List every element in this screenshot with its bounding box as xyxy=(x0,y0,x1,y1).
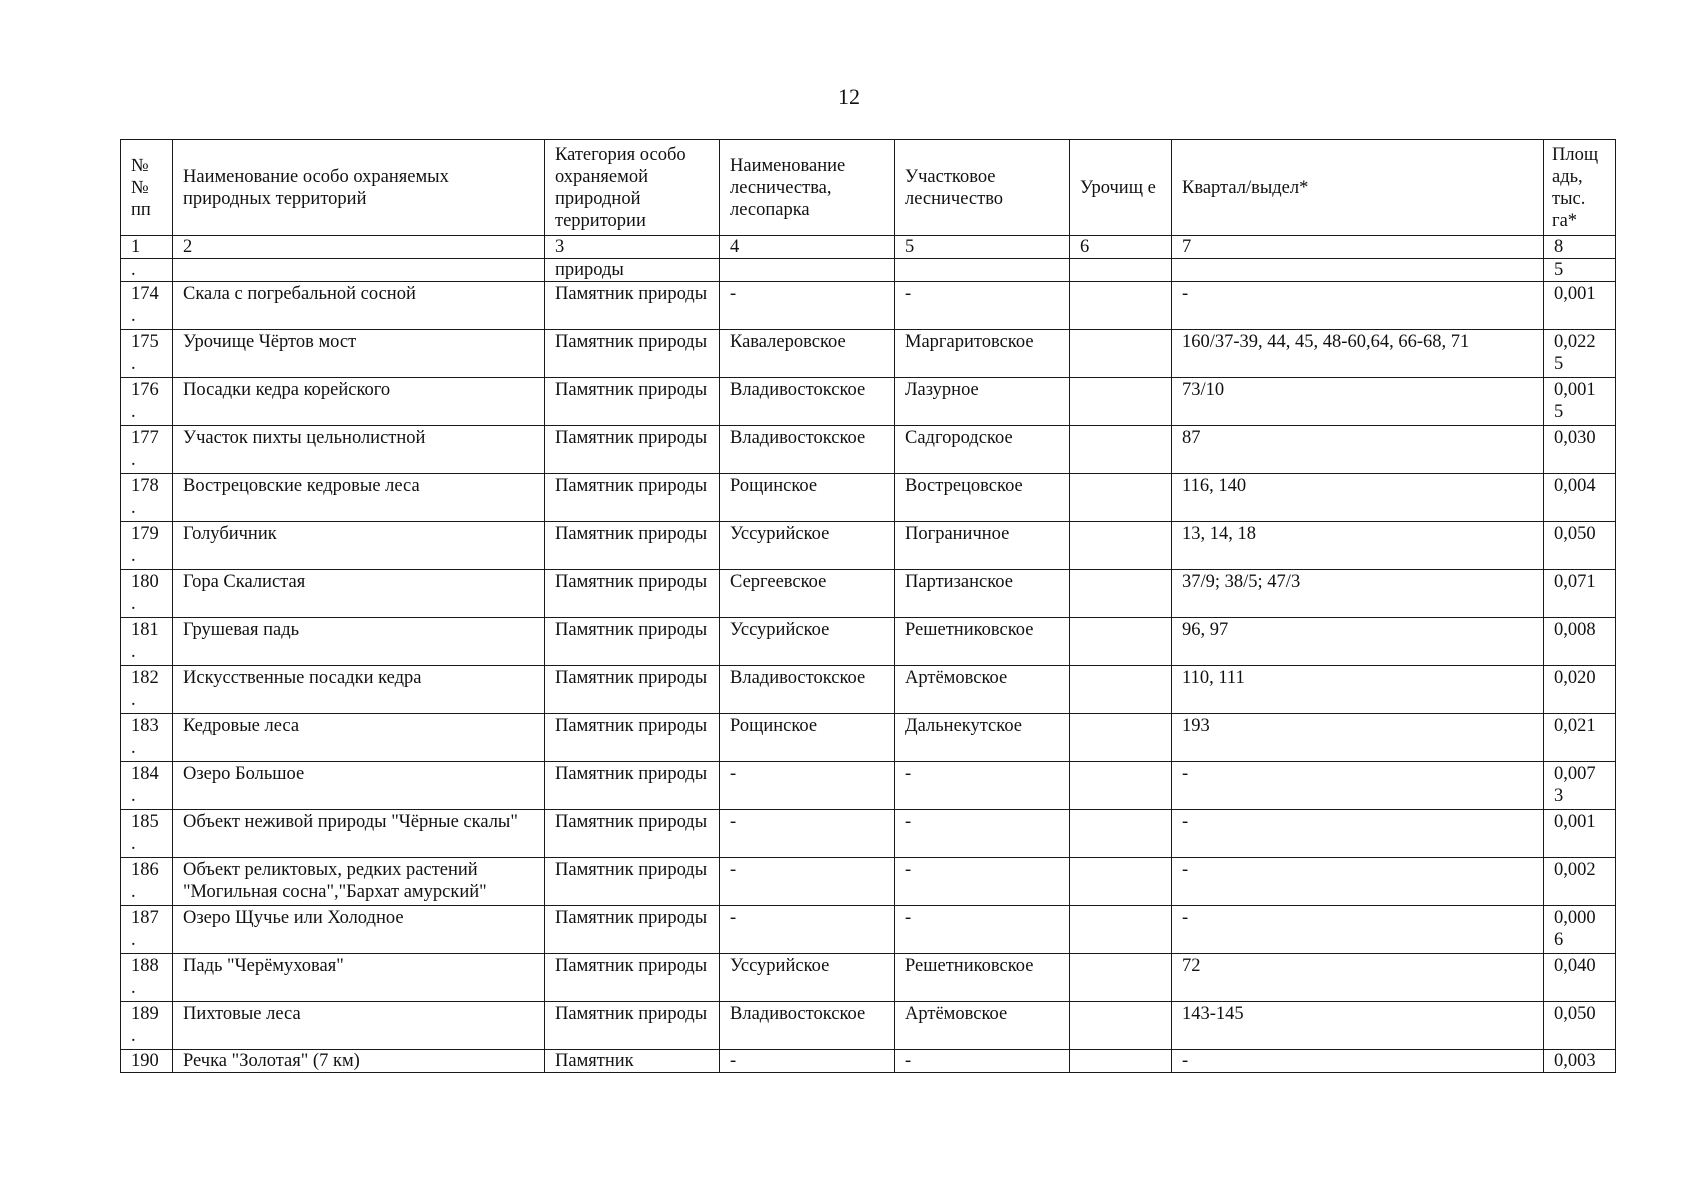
cell-district: Решетниковское xyxy=(895,618,1070,666)
cell-category: Памятник природы xyxy=(545,1002,720,1050)
row-number-dot: . xyxy=(131,1026,136,1046)
cell-tract xyxy=(1070,259,1172,282)
cell-area: 0,040 xyxy=(1544,954,1616,1002)
cell-quarter: 110, 111 xyxy=(1172,666,1544,714)
cell-forestry xyxy=(720,259,895,282)
cell-num: 176 . xyxy=(121,378,173,426)
row-number-dot: . xyxy=(131,642,136,662)
column-index: 7 xyxy=(1172,236,1544,259)
cell-district xyxy=(895,259,1070,282)
column-index: 3 xyxy=(545,236,720,259)
cell-num: 187 . xyxy=(121,906,173,954)
row-number-dot: . xyxy=(131,498,136,518)
cell-area: 0,001 5 xyxy=(1544,378,1616,426)
cell-name: Участок пихты цельнолистной xyxy=(173,426,545,474)
header-quarter: Квартал/выдел* xyxy=(1172,140,1544,236)
cell-category: Памятник природы xyxy=(545,954,720,1002)
column-index: 2 xyxy=(173,236,545,259)
cell-name: Грушевая падь xyxy=(173,618,545,666)
cell-category: Памятник природы xyxy=(545,378,720,426)
cell-forestry: Рощинское xyxy=(720,714,895,762)
page-number: 12 xyxy=(838,84,860,109)
table-row xyxy=(121,954,1616,1002)
cell-quarter: 72 xyxy=(1172,954,1544,1002)
column-index: 4 xyxy=(720,236,895,259)
row-number-dot: . xyxy=(131,738,136,758)
table-row xyxy=(121,1050,1616,1073)
cell-district: Пограничное xyxy=(895,522,1070,570)
cell-num: 181 . xyxy=(121,618,173,666)
row-number-dot: . xyxy=(131,930,136,950)
table-row xyxy=(121,282,1616,330)
table-row xyxy=(121,858,1616,906)
cell-forestry: Владивостокское xyxy=(720,1002,895,1050)
cell-num: 189 . xyxy=(121,1002,173,1050)
cell-quarter: 37/9; 38/5; 47/3 xyxy=(1172,570,1544,618)
cell-name: Голубичник xyxy=(173,522,545,570)
cell-name: Объект реликтовых, редких растений "Могильная сосна","Бархат амурский" xyxy=(173,858,545,906)
cell-tract xyxy=(1070,474,1172,522)
cell-forestry: - xyxy=(720,810,895,858)
cell-area: 0,020 xyxy=(1544,666,1616,714)
cell-area: 0,030 xyxy=(1544,426,1616,474)
row-number-dot: . xyxy=(131,546,136,566)
cell-num: 183 . xyxy=(121,714,173,762)
cell-num: 177 . xyxy=(121,426,173,474)
table-row xyxy=(121,330,1616,378)
cell-quarter: - xyxy=(1172,858,1544,906)
cell-forestry: Владивостокское xyxy=(720,426,895,474)
cell-district: - xyxy=(895,906,1070,954)
cell-district: Решетниковское xyxy=(895,954,1070,1002)
table-row xyxy=(121,378,1616,426)
cell-quarter: 143-145 xyxy=(1172,1002,1544,1050)
cell-name: Кедровые леса xyxy=(173,714,545,762)
cell-name: Пихтовые леса xyxy=(173,1002,545,1050)
cell-category: Памятник природы xyxy=(545,426,720,474)
cell-district: - xyxy=(895,1050,1070,1073)
cell-num: 188 . xyxy=(121,954,173,1002)
cell-category: Памятник природы xyxy=(545,330,720,378)
cell-tract xyxy=(1070,1002,1172,1050)
cell-category: Памятник природы xyxy=(545,570,720,618)
cell-tract xyxy=(1070,522,1172,570)
row-number-dot: . xyxy=(131,834,136,854)
cell-tract xyxy=(1070,954,1172,1002)
header-category: Категория особо охраняемой природной территории xyxy=(545,140,720,236)
cell-forestry: Уссурийское xyxy=(720,522,895,570)
column-index: 6 xyxy=(1070,236,1172,259)
cell-tract xyxy=(1070,330,1172,378)
cell-forestry: Владивостокское xyxy=(720,666,895,714)
cell-district: Вострецовское xyxy=(895,474,1070,522)
cell-quarter: - xyxy=(1172,906,1544,954)
header-district: Участковое лесничество xyxy=(895,140,1070,236)
table-row xyxy=(121,474,1616,522)
cell-name: Искусственные посадки кедра xyxy=(173,666,545,714)
row-number-dot: . xyxy=(131,402,136,422)
table-row xyxy=(121,1002,1616,1050)
cell-category: Памятник природы xyxy=(545,762,720,810)
cell-area: 0,003 xyxy=(1544,1050,1616,1073)
cell-area: 0,000 6 xyxy=(1544,906,1616,954)
cell-num: 185 . xyxy=(121,810,173,858)
cell-category: Памятник природы xyxy=(545,858,720,906)
cell-tract xyxy=(1070,906,1172,954)
cell-quarter: 87 xyxy=(1172,426,1544,474)
cell-name: Объект неживой природы "Чёрные скалы" xyxy=(173,810,545,858)
cell-forestry: Владивостокское xyxy=(720,378,895,426)
table-row xyxy=(121,714,1616,762)
cell-num: 186 . xyxy=(121,858,173,906)
cell-num: 174 . xyxy=(121,282,173,330)
cell-district: Артёмовское xyxy=(895,666,1070,714)
cell-num: 175 . xyxy=(121,330,173,378)
cell-district: Маргаритовское xyxy=(895,330,1070,378)
cell-quarter: - xyxy=(1172,1050,1544,1073)
header-row xyxy=(121,140,1616,236)
cell-tract xyxy=(1070,762,1172,810)
cell-area: 0,071 xyxy=(1544,570,1616,618)
cell-tract xyxy=(1070,378,1172,426)
cell-quarter: - xyxy=(1172,810,1544,858)
cell-num: 180 . xyxy=(121,570,173,618)
cell-forestry: - xyxy=(720,282,895,330)
cell-area: 0,022 5 xyxy=(1544,330,1616,378)
row-number-dot: . xyxy=(131,786,136,806)
cell-tract xyxy=(1070,858,1172,906)
cell-name: Посадки кедра корейского xyxy=(173,378,545,426)
row-number-dot: . xyxy=(131,450,136,470)
cell-area: 0,008 xyxy=(1544,618,1616,666)
cell-category: Памятник природы xyxy=(545,618,720,666)
cell-tract xyxy=(1070,426,1172,474)
cell-area: 0,002 xyxy=(1544,858,1616,906)
row-number-dot: . xyxy=(131,978,136,998)
cell-quarter: 116, 140 xyxy=(1172,474,1544,522)
cell-category: Памятник природы xyxy=(545,282,720,330)
cell-district: - xyxy=(895,810,1070,858)
cell-name: Речка "Золотая" (7 км) xyxy=(173,1050,545,1073)
cell-district: - xyxy=(895,858,1070,906)
cell-name: Гора Скалистая xyxy=(173,570,545,618)
cell-num: 178 . xyxy=(121,474,173,522)
cell-quarter: - xyxy=(1172,762,1544,810)
cell-area: 0,001 xyxy=(1544,282,1616,330)
cell-forestry: Сергеевское xyxy=(720,570,895,618)
cell-forestry: Уссурийское xyxy=(720,618,895,666)
table-row xyxy=(121,570,1616,618)
table-row xyxy=(121,666,1616,714)
row-number-dot: . xyxy=(131,594,136,614)
cell-tract xyxy=(1070,570,1172,618)
cell-forestry: Уссурийское xyxy=(720,954,895,1002)
cell-name: Падь "Черёмуховая" xyxy=(173,954,545,1002)
header-forestry: Наименование лесничества, лесопарка xyxy=(720,140,895,236)
cell-category: Памятник природы xyxy=(545,666,720,714)
cell-forestry: - xyxy=(720,906,895,954)
header-name: Наименование особо охраняемых природных территорий xyxy=(173,140,545,236)
cell-category: Памятник природы xyxy=(545,714,720,762)
cell-area: 0,021 xyxy=(1544,714,1616,762)
cell-district: - xyxy=(895,762,1070,810)
cell-quarter: 193 xyxy=(1172,714,1544,762)
cell-district: - xyxy=(895,282,1070,330)
cell-name: Озеро Большое xyxy=(173,762,545,810)
cell-tract xyxy=(1070,810,1172,858)
table-row xyxy=(121,810,1616,858)
cell-name: Озеро Щучье или Холодное xyxy=(173,906,545,954)
header-tract: Урочищ е xyxy=(1070,140,1172,236)
cell-area: 0,004 xyxy=(1544,474,1616,522)
cell-name: Вострецовские кедровые леса xyxy=(173,474,545,522)
cell-district: Лазурное xyxy=(895,378,1070,426)
header-num: № № пп xyxy=(121,140,173,236)
header-area: Площ адь, тыс. га* xyxy=(1544,140,1616,236)
cell-name: Урочище Чёртов мост xyxy=(173,330,545,378)
cell-category: Памятник природы xyxy=(545,810,720,858)
cell-quarter: 73/10 xyxy=(1172,378,1544,426)
cell-quarter: 160/37-39, 44, 45, 48-60,64, 66-68, 71 xyxy=(1172,330,1544,378)
row-number-dot: . xyxy=(131,690,136,710)
cell-tract xyxy=(1070,282,1172,330)
cell-district: Садгородское xyxy=(895,426,1070,474)
cell-district: Артёмовское xyxy=(895,1002,1070,1050)
cell-quarter: - xyxy=(1172,282,1544,330)
cell-tract xyxy=(1070,1050,1172,1073)
cell-category: Памятник xyxy=(545,1050,720,1073)
protected-areas-table xyxy=(120,139,1616,1073)
table-row xyxy=(121,618,1616,666)
cell-quarter: 96, 97 xyxy=(1172,618,1544,666)
cell-category: Памятник природы xyxy=(545,522,720,570)
table-row xyxy=(121,906,1616,954)
cell-tract xyxy=(1070,714,1172,762)
cell-num: . xyxy=(121,259,173,282)
cell-num: 184 . xyxy=(121,762,173,810)
cell-district: Партизанское xyxy=(895,570,1070,618)
column-index: 5 xyxy=(895,236,1070,259)
cell-forestry: - xyxy=(720,1050,895,1073)
cell-name xyxy=(173,259,545,282)
continuation-row xyxy=(121,259,1616,282)
cell-quarter: 13, 14, 18 xyxy=(1172,522,1544,570)
cell-forestry: Рощинское xyxy=(720,474,895,522)
cell-forestry: - xyxy=(720,858,895,906)
cell-district: Дальнекутское xyxy=(895,714,1070,762)
cell-tract xyxy=(1070,666,1172,714)
cell-num: 190 xyxy=(121,1050,173,1073)
cell-category: Памятник природы xyxy=(545,906,720,954)
table-row xyxy=(121,762,1616,810)
column-index: 1 xyxy=(121,236,173,259)
column-index: 8 xyxy=(1544,236,1616,259)
cell-name: Скала с погребальной сосной xyxy=(173,282,545,330)
cell-quarter xyxy=(1172,259,1544,282)
cell-area: 0,050 xyxy=(1544,1002,1616,1050)
row-number-dot: . xyxy=(131,354,136,374)
cell-area: 0,001 xyxy=(1544,810,1616,858)
cell-num: 179 . xyxy=(121,522,173,570)
cell-area: 5 xyxy=(1544,259,1616,282)
cell-category: Памятник природы xyxy=(545,474,720,522)
row-number-dot: . xyxy=(131,882,136,902)
column-index-row xyxy=(121,236,1616,259)
cell-category: природы xyxy=(545,259,720,282)
table-row xyxy=(121,522,1616,570)
table-row xyxy=(121,426,1616,474)
row-number-dot: . xyxy=(131,306,136,326)
cell-num: 182 . xyxy=(121,666,173,714)
cell-forestry: Кавалеровское xyxy=(720,330,895,378)
cell-forestry: - xyxy=(720,762,895,810)
cell-tract xyxy=(1070,618,1172,666)
cell-area: 0,050 xyxy=(1544,522,1616,570)
cell-area: 0,007 3 xyxy=(1544,762,1616,810)
